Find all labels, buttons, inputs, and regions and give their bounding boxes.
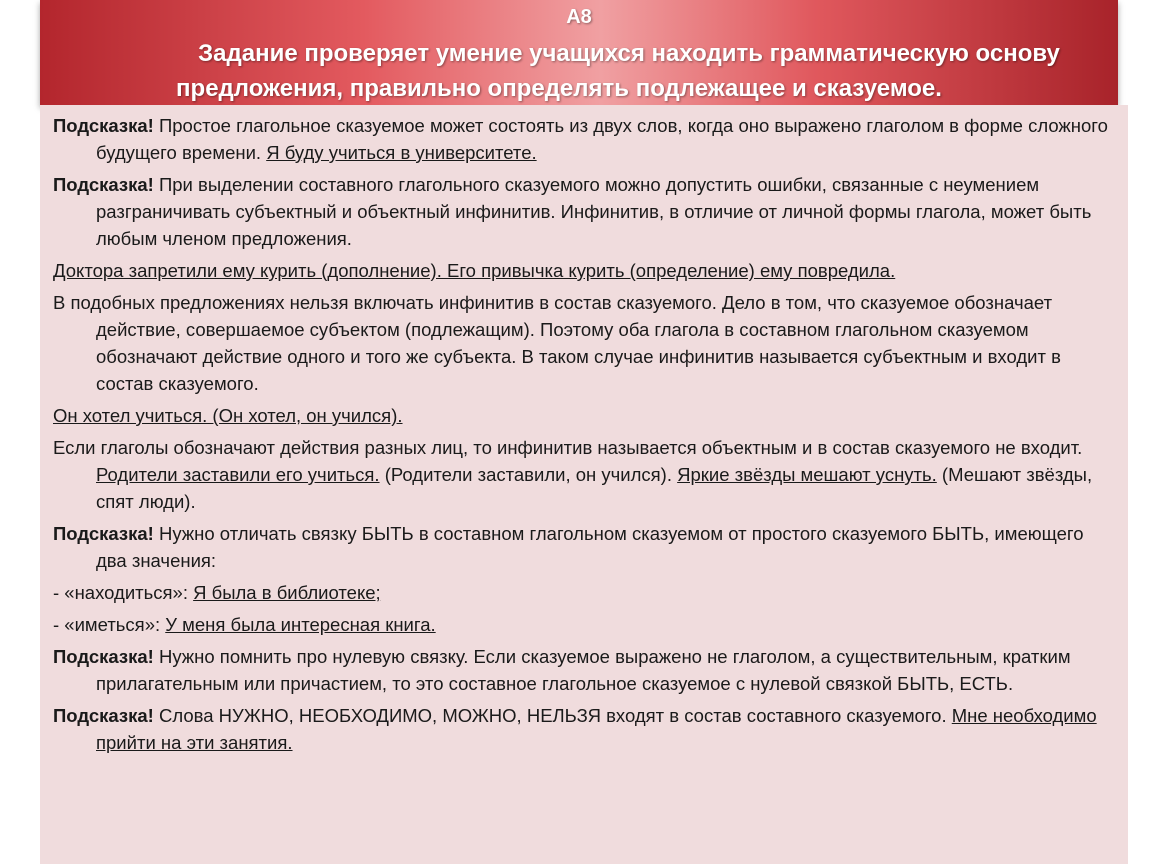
meaning-prefix: - «иметься»:: [53, 614, 166, 635]
hint-label: Подсказка!: [53, 174, 154, 195]
meaning-item-2: [53, 611, 1118, 638]
hint-text: Нужно помнить про нулевую связку. Если сказуемое выражено не глаголом, а существительным, кратким прилагательным или причастием, то это составное глагольное сказуемое с нулевой связкой БЫТЬ, ЕСТЬ.: [96, 646, 1071, 694]
hint-text: Простое глагольное сказуемое может состоять из двух слов, когда оно выражено глаголом в форме сложного будущего времени.: [96, 115, 1108, 163]
explanation-text: В подобных предложениях нельзя включать инфинитив в состав сказуемого. Дело в том, что сказуемое обозначает действие, совершаемое субъектом (подлежащим). Поэтому оба глагола в составном глагольном сказуемом обозначают действие одного и того же субъекта. В таком случае инфинитив называется субъектным и входит в состав сказуемого.: [53, 292, 1061, 394]
explanation-paragraph-6: [53, 434, 1118, 515]
example-text: Мне необходимо прийти на эти занятия.: [96, 705, 1097, 753]
header-title-line2: предложения, правильно определять подлежащее и сказуемое.: [176, 75, 942, 102]
example-text: У меня была интересная книга.: [165, 614, 436, 635]
example-paragraph-5: [53, 402, 1118, 429]
hint-paragraph-1: [53, 112, 1118, 166]
example-paragraph-3: [53, 257, 1118, 284]
hint-label: Подсказка!: [53, 115, 154, 136]
meaning-prefix: - «находиться»:: [53, 582, 194, 603]
hint-label: Подсказка!: [53, 705, 154, 726]
explanation-text: (Мешают звёзды, спят люди).: [96, 464, 1093, 512]
header-title-line1: Задание проверяет умение учащихся находить грамматическую основу: [198, 40, 1060, 67]
hint-paragraph-11: [53, 702, 1118, 756]
explanation-text: (Родители заставили, он учился).: [379, 464, 678, 485]
task-code: А8: [566, 6, 592, 28]
meaning-item-1: [53, 579, 1118, 606]
example-text: Яркие звёзды мешают уснуть.: [677, 464, 937, 485]
hint-text: При выделении составного глагольного сказуемого можно допустить ошибки, связанные с неумением разграничивать субъектный и объектный инфинитив. Инфинитив, в отличие от личной формы глагола, может быть любым членом предложения.: [96, 174, 1092, 249]
example-text: Доктора запретили ему курить (дополнение). Его привычка курить (определение) ему повредила.: [53, 260, 896, 281]
explanation-paragraph-4: [53, 289, 1118, 397]
example-text: Я буду учиться в университете.: [266, 142, 537, 163]
example-text: Родители заставили его учиться.: [96, 464, 380, 485]
hint-paragraph-7: [53, 520, 1118, 574]
hint-text: Нужно отличать связку БЫТЬ в составном глагольном сказуемом от простого сказуемого БЫТЬ, имеющего два значения:: [96, 523, 1084, 571]
explanation-text: Если глаголы обозначают действия разных лиц, то инфинитив называется объектным и в состав сказуемого не входит.: [53, 437, 1083, 458]
example-text: Я была в библиотеке;: [193, 582, 381, 603]
hint-text: Слова НУЖНО, НЕОБХОДИМО, МОЖНО, НЕЛЬЗЯ входят в состав составного сказуемого.: [153, 705, 952, 726]
hint-label: Подсказка!: [53, 646, 154, 667]
hint-paragraph-2: [53, 171, 1118, 252]
hint-label: Подсказка!: [53, 523, 154, 544]
slide-header: [40, 0, 1118, 105]
example-text: Он хотел учиться. (Он хотел, он учился).: [53, 405, 403, 426]
content-panel: [40, 105, 1128, 864]
hint-paragraph-10: [53, 643, 1118, 697]
